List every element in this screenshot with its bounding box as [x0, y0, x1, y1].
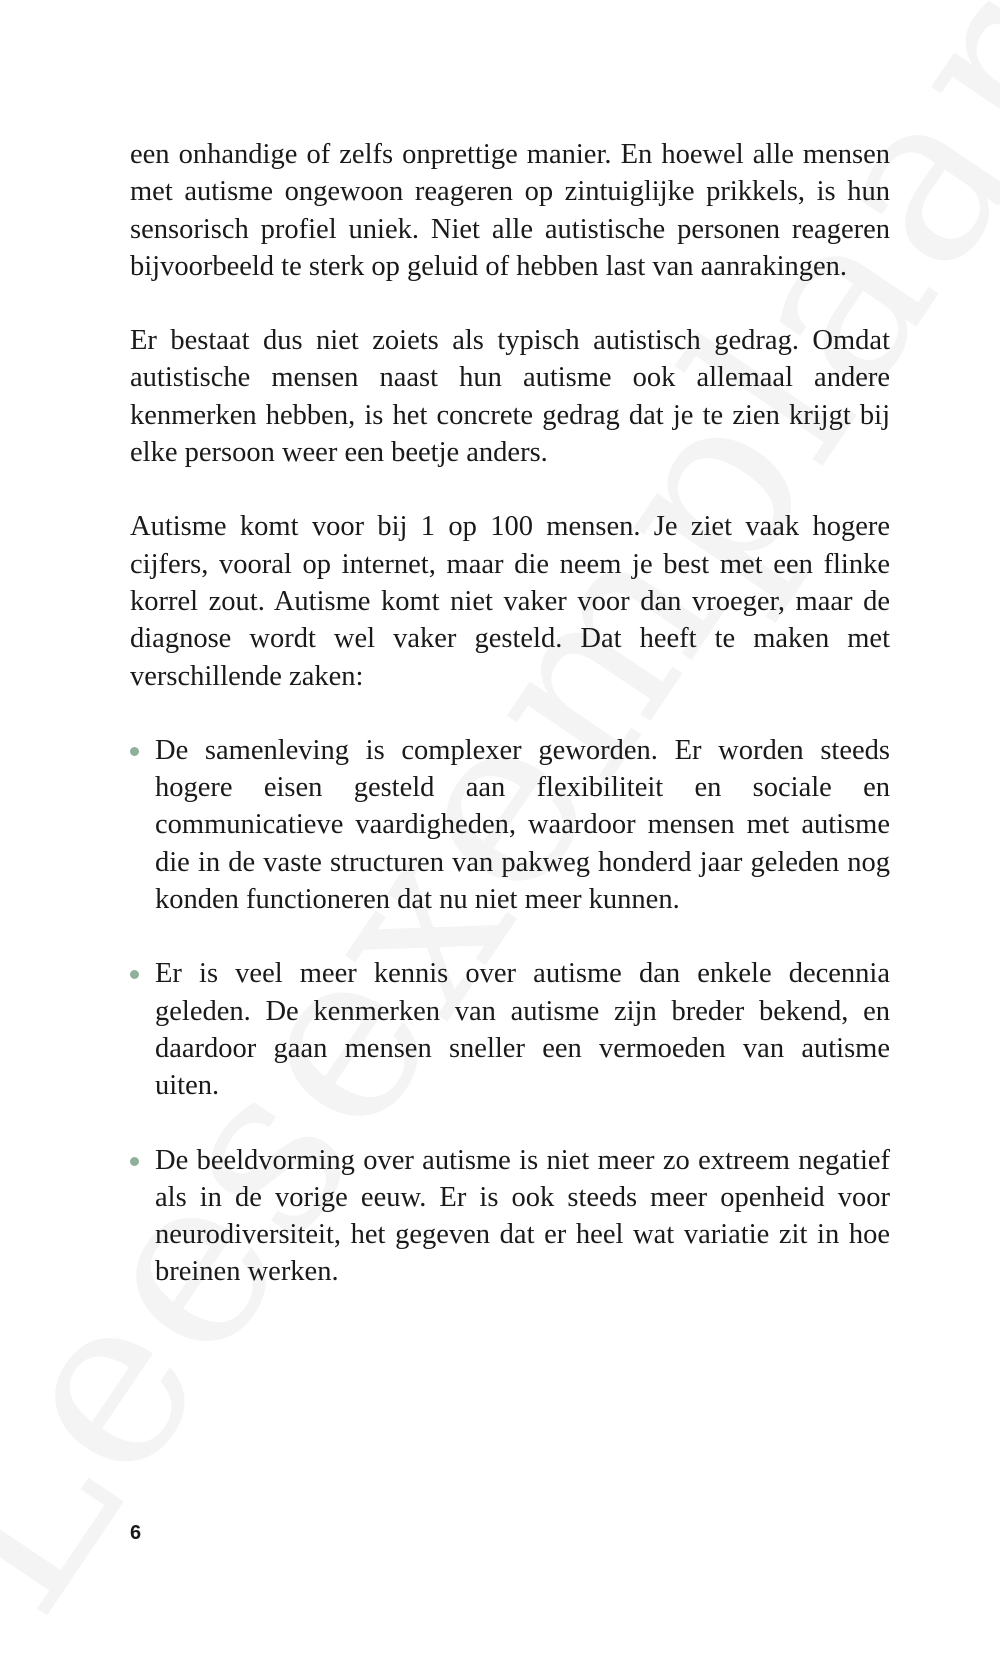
bullet-text-2: Er is veel meer kennis over autisme dan enkele decennia geleden. De kenmerken van autisme zijn breder bekend, en daardoor gaan mensen sneller een vermoeden van autisme uiten.: [155, 958, 890, 1102]
body-text: [130, 136, 890, 1328]
bullet-dot-icon: [130, 1157, 139, 1166]
bullet-item-1: [130, 732, 890, 918]
bullet-dot-icon: [130, 970, 139, 979]
bullet-list: [130, 732, 890, 1291]
bullet-item-2: [130, 955, 890, 1104]
bullet-item-3: [130, 1142, 890, 1291]
bullet-text-3: De beeldvorming over autisme is niet meer zo extreem negatief als in de vorige eeuw. Er is ook steeds meer openheid voor neurodiversiteit, het gegeven dat er heel wat variatie zit in hoe breinen werken.: [155, 1144, 890, 1288]
paragraph-2: Er bestaat dus niet zoiets als typisch autistisch gedrag. Omdat autistische mensen naast hun autisme ook allemaal andere kenmerken hebben, is het concrete gedrag dat je te zien krijgt bij elke persoon weer een beetje anders.: [130, 325, 890, 469]
paragraph-1: een onhandige of zelfs onprettige manier. En hoewel alle mensen met autisme ongewoon reageren op zintuiglijke prikkels, is hun sensorisch profiel uniek. Niet alle autistische personen reageren bijvoorbeeld te sterk op geluid of hebben last van aanrakingen.: [130, 139, 890, 282]
bullet-text-1: De samenleving is complexer geworden. Er worden steeds hogere eisen gesteld aan flexibiliteit en sociale en communicatieve vaardigheden, waardoor mensen met autisme die in de vaste structuren van pakweg honderd jaar geleden nog konden functioneren dat nu niet meer kunnen.: [155, 734, 890, 916]
paragraph-3: Autisme komt voor bij 1 op 100 mensen. Je ziet vaak hogere cijfers, vooral op internet, maar die neem je best met een flinke korrel zout. Autisme komt niet vaker voor dan vroeger, maar de diagnose wordt wel vaker gesteld. Dat heeft te maken met verschillende zaken:: [130, 511, 890, 692]
page-number: 6: [130, 1522, 142, 1544]
bullet-dot-icon: [130, 747, 139, 756]
